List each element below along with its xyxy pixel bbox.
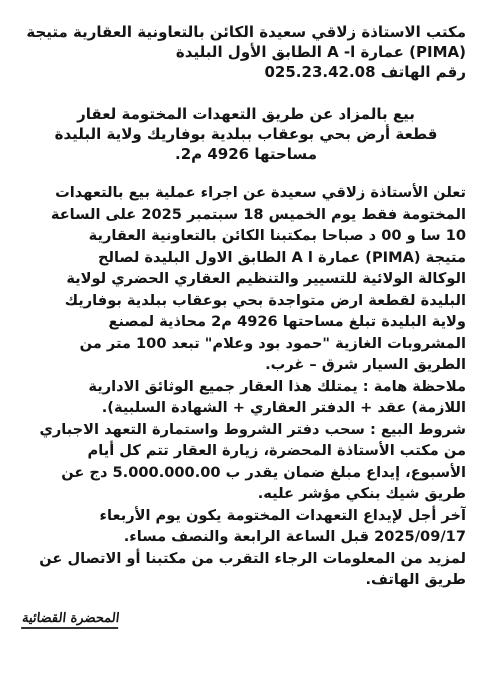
notice-body [12, 182, 480, 591]
body-line: تعلن الأستاذة زلاقي سعيدة عن اجراء عملية بيع بالتعهدات [55, 184, 466, 201]
body-line: ولاية البليدة تبلغ مساحتها 4926 م2 محاذية لمصنع [108, 313, 466, 330]
bailiff-signature [12, 607, 480, 629]
title-line-3: مساحتها 4926 م2. [175, 145, 317, 163]
title-line-1: بيع بالمزاد عن طريق التعهدات المختومة لعقار [77, 105, 415, 123]
note-line: اللازمة) عقد + الدفتر العقاري + الشهادة السلبية). [101, 399, 466, 416]
contact-line: طريق الهاتف. [365, 571, 466, 588]
deadline-line: آخر أجل لإيداع التعهدات المختومة يكون يوم الأربعاء [99, 506, 466, 524]
office-address: (PIMA) عمارة ا- A الطابق الأول البليدة [175, 43, 466, 61]
conditions-line: من مكتب الأستاذة المحضرة، زيارة العقار تتم كل أيام [87, 442, 466, 459]
body-line: المشروبات الغازية "حمود بود وعلام" تبعد 100 متر من [79, 334, 466, 352]
conditions-line: الأسبوع، إيداع مبلغ ضمان يقدر ب 5.000.000.00 دج عن [61, 463, 466, 481]
notice-title [12, 104, 480, 164]
body-line: المختومة فقط يوم الخميس 18 سبتمبر 2025 على الساعة [50, 205, 466, 223]
body-line: الطريق السيار شرق – غرب. [265, 356, 466, 373]
office-header [12, 4, 480, 82]
office-phone: رقم الهاتف 025.23.42.08 [264, 63, 466, 81]
title-line-2: قطعة أرض بحي بوعقاب ببلدية بوفاريك ولاية البليدة [54, 125, 438, 143]
conditions-line: طريق شيك بنكي مؤشر عليه. [257, 485, 466, 502]
body-line: البليدة لقطعة ارض متواجدة بحي بوعقاب ببلدية بوفاريك [64, 291, 466, 309]
body-line: متيجة (PIMA) عمارة ا A الطابق الاول البليدة لصالح [98, 248, 466, 266]
contact-line: لمزيد من المعلومات الرجاء التقرب من مكتبنا أو الاتصال عن [39, 549, 466, 567]
conditions-line: شروط البيع : سحب دفتر الشروط واستمارة التعهد الاجباري [39, 420, 466, 438]
office-name: مكتب الاستاذة زلاقي سعيدة الكائن بالتعاونية العقارية متيجة [26, 23, 466, 41]
note-line: ملاحظة هامة : يمتلك هذا العقار جميع الوثائق الادارية [88, 377, 466, 395]
body-line: 10 سا و 00 د صباحا بمكتبنا الكائن بالتعاونية العقارية [88, 227, 466, 244]
deadline-line: 2025/09/17 قبل الساعة الرابعة والنصف مساء. [123, 528, 466, 545]
auction-notice [12, 4, 480, 694]
signature-text: المحضرة القضائية [21, 611, 120, 629]
body-line: الوكالة الولائية للتسيير والتنظيم العقاري الحضري لولاية [66, 270, 466, 287]
